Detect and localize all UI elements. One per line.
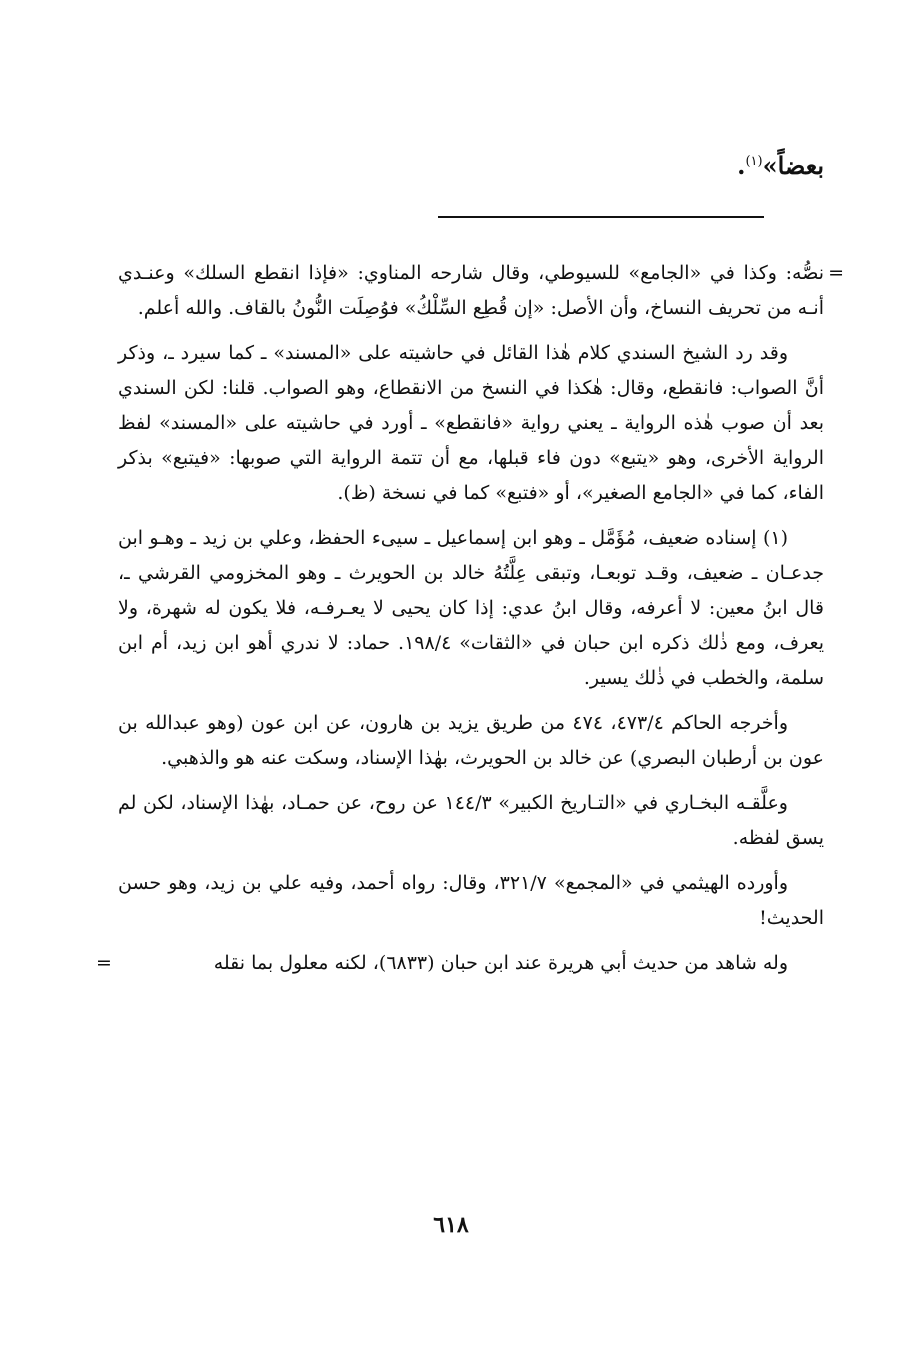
footnote-last-paragraph — [96, 946, 824, 981]
page-number: ٦١٨ — [433, 1212, 469, 1238]
continuation-marker-end: = — [96, 952, 112, 974]
footnote-paragraph: وأخرجه الحاكم ٤٧٣/٤، ٤٧٤ من طريق يزيد بن هارون، عن ابن عون (وهو عبدالله بن عون بن أرطبان البصري) عن خالد بن الحويرث، بهٰذا الإسناد، وسكت عنه هو والذهبي. — [118, 712, 824, 769]
footnote-continuation-paragraph — [118, 256, 844, 326]
footnote-paragraph-1: نصُّه: وكذا في «الجامع» للسيوطي، وقال شارحه المناوي: «فإذا انقطع السلك» وعنـدي أنـه من تحريف النساخ، وأن الأصل: «إن قُطِع السِّلْكُ» فوُصِلَت النُّونُ بالقاف. والله أعلم. — [118, 262, 824, 319]
footnote-1-paragraph: (١) إسناده ضعيف، مُؤَمَّل ـ وهو ابن إسماعيل ـ سيىء الحفظ، وعلي بن زيد ـ وهـو ابن جدعـان ـ ضعيف، وقـد توبعـا، وتبقى عِلَّتُهُ خالد بن الحويرث ـ وهو المخزومي القرشي ـ، قال ابنُ معين: لا أعرفه، وقال ابنُ عدي: إذا كان يحيى لا يعـرفـه، فلا يكون له شهرة، ولا يعرف، ومع ذٰلك ذكره ابن حبان في «الثقات» ١٩٨/٤. حماد: لا ندري أهو ابن زيد، أم ابن سلمة، والخطب في ذٰلك يسير. — [118, 527, 825, 689]
footnote-paragraph-7: وله شاهد من حديث أبي هريرة عند ابن حبان (٦٨٣٣)، لكنه معلول بما نقله — [213, 952, 788, 974]
footnote-reference: (١) — [745, 154, 763, 169]
footnotes-section — [96, 256, 844, 985]
footnote-paragraph: وقد رد الشيخ السندي كلام هٰذا القائل في حاشيته على «المسند» ـ كما سيرد ـ، وذكر أنَّ الصواب: فانقطع، وقال: هٰكذا في النسخ من الانقطاع، وهو الصواب. قلنا: لكن السندي بعد أن صوب هٰذه الرواية ـ يعني رواية «فانقطع» ـ أورد في حاشيته على «المسند» لفظ الرواية الأخرى، وهو «يتبع» دون فاء قبلها، مع أن تتمة الرواية التي صوبها: «فيتبع» بذكر الفاء، كما في «الجامع الصغير»، أو «فتبع» كما في نسخة (ظ). — [118, 342, 824, 504]
footnote-paragraph: وعلَّقـه البخـاري في «التـاريخ الكبير» ١٤٤/٣ عن روح، عن حمـاد، بهٰذا الإسناد، لكن لم يسق لفظه. — [118, 792, 824, 849]
footnote-paragraph: وأورده الهيثمي في «المجمع» ٣٢١/٧، وقال: رواه أحمد، وفيه علي بن زيد، وهو حسن الحديث! — [118, 872, 824, 929]
main-text: بعضاً» — [762, 151, 824, 180]
footnote-separator — [438, 216, 764, 218]
continuation-marker-start: = — [828, 262, 844, 284]
main-text-end: . — [737, 151, 746, 180]
main-text-line — [737, 142, 824, 186]
